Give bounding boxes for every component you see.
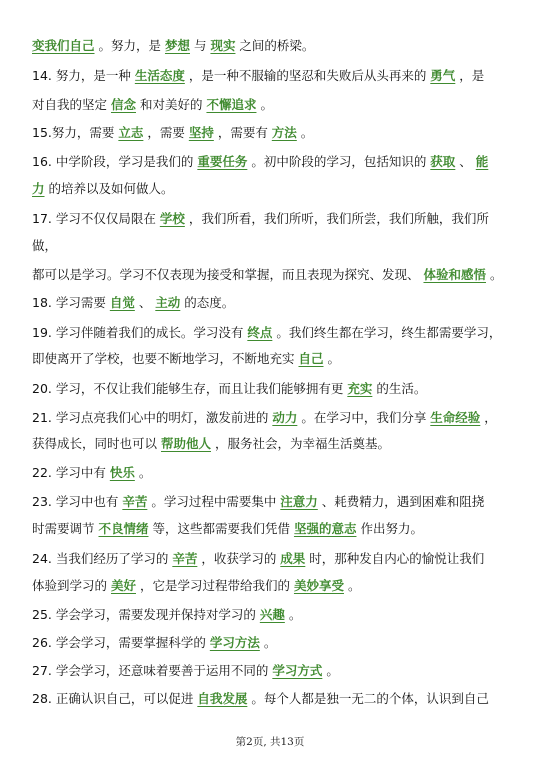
text-line xyxy=(32,380,514,398)
answer-fill: 获取 xyxy=(430,154,456,169)
text-segment: 。学习过程中需要集中 xyxy=(147,494,281,509)
answer-fill: 信念 xyxy=(110,97,136,112)
answer-fill: 注意力 xyxy=(280,494,318,509)
text-segment: 。 xyxy=(343,578,361,593)
text-line xyxy=(32,409,514,427)
text-segment: 的生活。 xyxy=(372,381,427,396)
text-segment: ，是一种不服输的坚忍和失败后从头再来的 xyxy=(184,68,431,83)
text-segment: 和对美好的 xyxy=(136,97,207,112)
text-segment: 。努力，是 xyxy=(94,38,165,53)
text-line xyxy=(32,180,514,198)
page-footer: 第2页, 共13页 xyxy=(235,736,305,748)
text-segment: 。 xyxy=(284,607,302,622)
text-line xyxy=(32,294,514,312)
answer-fill: 生活态度 xyxy=(134,68,185,83)
text-segment: 、 xyxy=(455,154,476,169)
answer-fill: 兴趣 xyxy=(259,607,285,622)
text-segment: 都可以是学习。学习不仅表现为接受和掌握，而且表现为探究、发现、 xyxy=(32,267,424,282)
answer-fill: 坚强的意志 xyxy=(293,521,357,536)
answer-fill: 辛苦 xyxy=(122,494,148,509)
text-line xyxy=(32,662,514,680)
text-segment: 28. 正确认识自己，可以促进 xyxy=(32,691,198,706)
text-segment: 26. 学会学习，需要掌握科学的 xyxy=(32,635,210,650)
text-segment: 对自我的坚定 xyxy=(32,97,111,112)
text-line xyxy=(32,153,514,171)
answer-fill: 不懈追求 xyxy=(206,97,257,112)
text-segment: 。 xyxy=(296,125,314,140)
answer-fill: 力 xyxy=(32,181,45,196)
text-segment: 27. 学会学习，还意味着要善于运用不同的 xyxy=(32,663,273,678)
text-line xyxy=(32,210,514,228)
text-line xyxy=(32,577,514,595)
text-segment: 。初中阶段的学习，包括知识的 xyxy=(247,154,431,169)
text-segment: 等，这些都需要我们凭借 xyxy=(148,521,294,536)
text-segment: 20. 学习，不仅让我们能够生存，而且让我们能够拥有更 xyxy=(32,381,348,396)
answer-fill: 终点 xyxy=(247,325,273,340)
text-line xyxy=(32,435,514,453)
text-segment: 19. 学习伴随着我们的成长。学习没有 xyxy=(32,325,248,340)
text-segment: 的培养以及如何做人。 xyxy=(44,181,174,196)
text-segment: 。 xyxy=(134,465,152,480)
text-segment: ，收获学习的 xyxy=(197,551,281,566)
answer-fill: 自觉 xyxy=(109,295,135,310)
answer-fill: 快乐 xyxy=(109,465,135,480)
answer-fill: 重要任务 xyxy=(197,154,248,169)
text-segment: 、 xyxy=(134,295,156,310)
text-segment: 作出努力。 xyxy=(356,521,423,536)
text-line xyxy=(32,37,514,55)
answer-fill: 学习方式 xyxy=(272,663,323,678)
text-segment: 。 xyxy=(259,635,277,650)
text-segment: 21. 学习点亮我们心中的明灯，激发前进的 xyxy=(32,410,273,425)
answer-fill: 动力 xyxy=(272,410,298,425)
text-line xyxy=(32,464,514,482)
text-line xyxy=(32,520,514,538)
text-segment: 。 xyxy=(322,663,339,678)
text-segment: 14. 努力，是一种 xyxy=(32,68,135,83)
text-segment: 与 xyxy=(189,38,211,53)
text-line xyxy=(32,690,514,708)
text-line xyxy=(32,350,514,368)
text-segment: 23. 学习中也有 xyxy=(32,494,123,509)
text-segment: 22. 学习中有 xyxy=(32,465,110,480)
answer-fill: 生命经验 xyxy=(430,410,481,425)
answer-fill: 主动 xyxy=(155,295,181,310)
text-segment: 体验到学习的 xyxy=(32,578,111,593)
answer-fill: 帮助他人 xyxy=(160,436,211,451)
answer-fill: 学习方法 xyxy=(209,635,260,650)
text-line xyxy=(32,266,514,284)
text-segment: 的态度。 xyxy=(180,295,235,310)
text-line xyxy=(32,96,514,114)
text-segment: 24. 当我们经历了学习的 xyxy=(32,551,173,566)
answer-fill: 学校 xyxy=(159,211,185,226)
text-segment: 获得成长，同时也可以 xyxy=(32,436,161,451)
text-line xyxy=(32,237,514,255)
text-segment: ，需要 xyxy=(143,125,189,140)
text-segment: ，服务社会，为幸福生活奠基。 xyxy=(211,436,390,451)
text-segment: 16. 中学阶段，学习是我们的 xyxy=(32,154,198,169)
text-segment: 15.努力，需要 xyxy=(32,125,119,140)
text-line xyxy=(32,606,514,624)
text-line xyxy=(32,324,514,342)
answer-fill: 自我发展 xyxy=(197,691,248,706)
answer-fill: 不良情绪 xyxy=(98,521,149,536)
text-segment: 时需要调节 xyxy=(32,521,99,536)
text-segment: 。每个人都是独一无二的个体，认识到自己 xyxy=(247,691,489,706)
answer-fill: 辛苦 xyxy=(172,551,198,566)
text-segment: 做， xyxy=(32,238,58,253)
text-line xyxy=(32,493,514,511)
answer-fill: 现实 xyxy=(210,38,236,53)
text-segment: 。我们终生都在学习，终生都需要学习， xyxy=(272,325,502,340)
text-segment: 之间的桥梁。 xyxy=(235,38,315,53)
text-segment: 25. 学会学习，需要发现并保持对学习的 xyxy=(32,607,260,622)
answer-fill: 体验和感悟 xyxy=(423,267,486,282)
answer-fill: 变我们自己 xyxy=(32,38,95,53)
text-segment: 。在学习中，我们分享 xyxy=(297,410,431,425)
answer-fill: 方法 xyxy=(271,125,297,140)
text-line xyxy=(32,67,514,85)
text-segment: 即使离开了学校，也要不断地学习，不断地充实 xyxy=(32,351,299,366)
answer-fill: 美好 xyxy=(110,578,136,593)
answer-fill: 坚持 xyxy=(188,125,214,140)
answer-fill: 自己 xyxy=(298,351,324,366)
text-segment: ，需要有 xyxy=(213,125,272,140)
answer-fill: 立志 xyxy=(118,125,144,140)
answer-fill: 充实 xyxy=(347,381,373,396)
text-segment: ，它是学习过程带给我们的 xyxy=(136,578,294,593)
answer-fill: 梦想 xyxy=(164,38,190,53)
text-segment: 。 xyxy=(256,97,273,112)
answer-fill: 勇气 xyxy=(430,68,456,83)
text-line xyxy=(32,124,514,142)
text-line xyxy=(32,550,514,568)
text-segment: 17. 学习不仅仅局限在 xyxy=(32,211,160,226)
answer-fill: 能 xyxy=(475,154,489,169)
text-line xyxy=(32,634,514,652)
text-segment: 。 xyxy=(486,267,503,282)
answer-fill: 成果 xyxy=(280,551,306,566)
text-segment: 、耗费精力，遇到困难和阻挠 xyxy=(317,494,485,509)
text-segment: 时，那种发自内心的愉悦让我们 xyxy=(305,551,485,566)
answer-fill: 美妙享受 xyxy=(293,578,344,593)
text-segment: ，我们所看，我们所听，我们所尝，我们所触，我们所 xyxy=(184,211,489,226)
text-segment: 。 xyxy=(323,351,340,366)
text-segment: ， xyxy=(480,410,497,425)
text-segment: 18. 学习需要 xyxy=(32,295,110,310)
text-segment: ，是 xyxy=(455,68,485,83)
